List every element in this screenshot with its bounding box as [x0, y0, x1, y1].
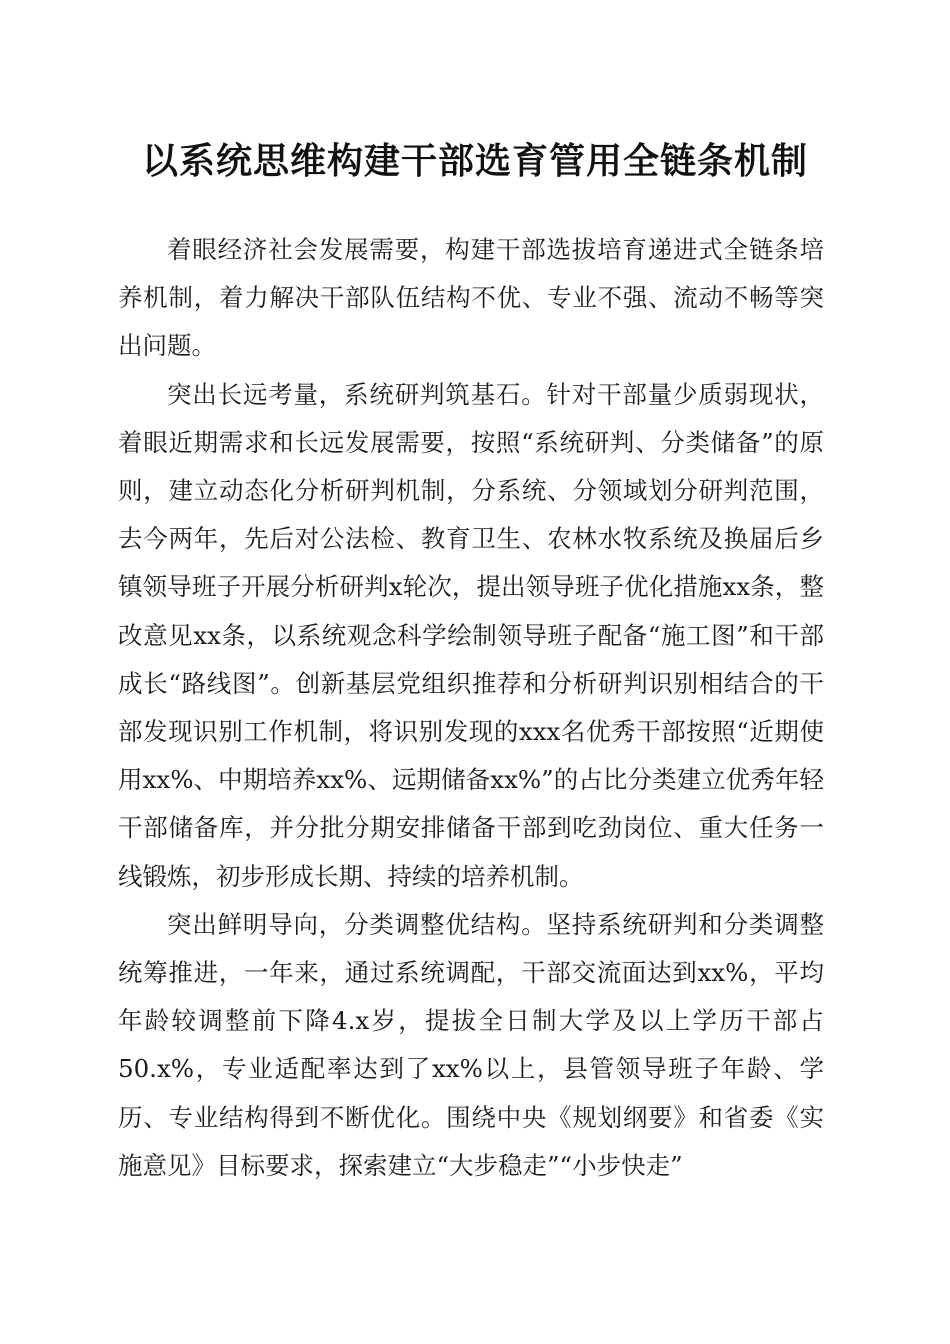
paragraph-long-term-planning: 突出长远考量，系统研判筑基石。针对干部量少质弱现状，着眼近期需求和长远发展需要，按照“系统研判、分类储备”的原则，建立动态化分析研判机制，分系统、分领域划分研判范围，去今两年，先后对公法检、教育卫生、农林水牧系统及换届后乡镇领导班子开展分析研判x轮次，提出领导班子优化措施xx条，整改意见xx条，以系统观念科学绘制领导班子配备“施工图”和干部成长“路线图”。创新基层党组织推荐和分析研判识别相结合的干部发现识别工作机制，将识别发现的xxx名优秀干部按照“近期使用xx%、中期培养xx%、远期储备xx%”的占比分类建立优秀年轻干部储备库，并分批分期安排储备干部到吃劲岗位、重大任务一线锻炼，初步形成长期、持续的培养机制。 [118, 379, 824, 891]
paragraph-structure-adjustment: 突出鲜明导向，分类调整优结构。坚持系统研判和分类调整统筹推进，一年来，通过系统调配，干部交流面达到xx%，平均年龄较调整前下降4.x岁，提拔全日制大学及以上学历干部占50.x%，专业适配率达到了xx%以上，县管领导班子年龄、学历、专业结构得到不断优化。围绕中央《规划纲要》和省委《实施意见》目标要求，探索建立“大步稳走”“小步快走” [118, 909, 824, 1180]
document-title: 以系统思维构建干部选育管用全链条机制 [141, 140, 808, 182]
document-body [118, 226, 824, 1190]
paragraph-intro: 着眼经济社会发展需要，构建干部选拔培育递进式全链条培养机制，着力解决干部队伍结构不优、专业不强、流动不畅等突出问题。 [118, 235, 824, 361]
